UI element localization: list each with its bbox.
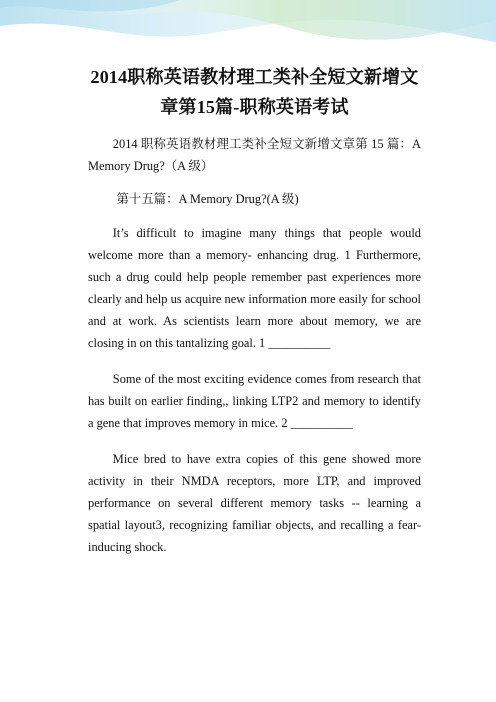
- section-heading: 第十五篇：A Memory Drug?(A 级): [116, 192, 299, 206]
- header-watercolor-decoration: [0, 0, 496, 70]
- body-paragraph-1: It’s difficult to imagine many things that people would welcome more than a memory- enhancing drug. 1 Furthermore, such a drug could help people remember past experiences more clearly and help us acquire new information more easily for school and at work. As scientists learn more about memory, we are closing in on this tantalizing goal. 1 __________: [88, 226, 421, 350]
- document-title: 2014职称英语教材理工类补全短文新增文章第15篇-职称英语考试: [90, 67, 419, 117]
- body-paragraph-2: Some of the most exciting evidence comes from research that has built on earlier finding,, linking LTP2 and memory to identify a gene that improves memory in mice. 2 __________: [88, 372, 421, 430]
- body-paragraph-3: Mice bred to have extra copies of this gene showed more activity in their NMDA receptors, more LTP, and improved performance on several different memory tasks -- learning a spatial layout3, recognizing familiar objects, and recalling a fear-inducing shock.: [88, 452, 421, 554]
- intro-paragraph: 2014 职称英语教材理工类补全短文新增文章第 15 篇：A Memory Drug?（A 级）: [88, 137, 421, 173]
- document-body: [88, 62, 421, 558]
